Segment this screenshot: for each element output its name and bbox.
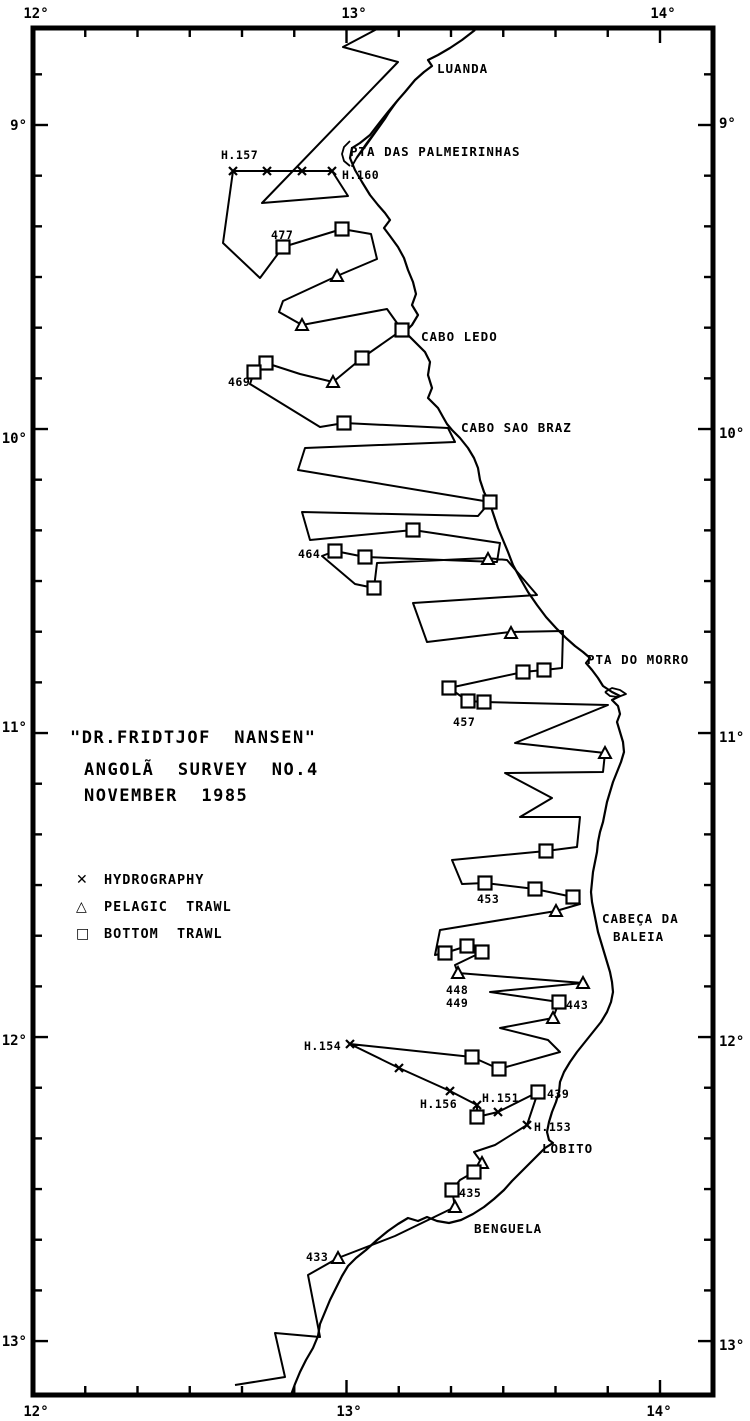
station-marker-hydrography <box>446 1087 454 1095</box>
axis-label-bottom: 14° <box>646 1404 672 1420</box>
station-marker-bottom-trawl <box>529 883 542 896</box>
station-marker-bottom-trawl <box>553 996 566 1009</box>
station-marker-bottom-trawl <box>462 695 475 708</box>
place-label: LOBITO <box>542 1141 594 1156</box>
place-label: CABEÇA DA <box>602 911 679 926</box>
map-title-block <box>70 728 319 806</box>
station-marker-bottom-trawl <box>478 696 491 709</box>
station-label: 457 <box>453 715 476 729</box>
station-marker-bottom-trawl <box>466 1051 479 1064</box>
station-label: 477 <box>271 228 294 242</box>
place-label: BENGUELA <box>474 1221 543 1236</box>
station-marker-bottom-trawl <box>338 417 351 430</box>
station-label: 449 <box>446 996 469 1010</box>
station-marker-bottom-trawl <box>532 1086 545 1099</box>
place-label: CABO LEDO <box>421 329 498 344</box>
station-label: H.157 <box>221 148 259 162</box>
station-marker-bottom-trawl <box>493 1063 506 1076</box>
place-label: PTA DO MORRO <box>587 652 690 667</box>
station-marker-bottom-trawl <box>461 940 474 953</box>
axis-label-left: 12° <box>1 1033 27 1049</box>
axis-label-top: 12° <box>23 6 49 22</box>
place-label: CABO SAO BRAZ <box>461 420 572 435</box>
station-label: H.156 <box>420 1097 458 1111</box>
station-marker-hydrography <box>395 1064 403 1072</box>
axis-label-left: 10° <box>1 431 27 447</box>
place-label: PTA DAS PALMEIRINHAS <box>350 144 521 159</box>
legend-item-pelagic-trawl <box>76 893 232 920</box>
station-label: 453 <box>477 892 500 906</box>
survey-name: ANGOLÃ SURVEY NO.4 <box>84 760 319 780</box>
station-marker-bottom-trawl <box>476 946 489 959</box>
vessel-name: "DR.FRIDTJOF NANSEN" <box>70 728 317 748</box>
station-marker-bottom-trawl <box>484 496 497 509</box>
station-marker-bottom-trawl <box>443 682 456 695</box>
station-marker-bottom-trawl <box>479 877 492 890</box>
station-label: 448 <box>446 983 469 997</box>
station-label: H.153 <box>534 1120 572 1134</box>
axis-label-right: 9° <box>719 116 736 132</box>
coastline-detail <box>605 688 626 697</box>
legend <box>76 866 232 947</box>
station-marker-bottom-trawl <box>407 524 420 537</box>
coastline-detail <box>342 141 350 166</box>
map-border <box>33 28 713 1395</box>
station-label: 439 <box>547 1087 570 1101</box>
station-marker-bottom-trawl <box>538 664 551 677</box>
survey-date: NOVEMBER 1985 <box>84 786 249 806</box>
station-label: 469 <box>228 375 251 389</box>
station-marker-bottom-trawl <box>471 1111 484 1124</box>
legend-label: BOTTOM TRAWL <box>104 925 223 942</box>
axis-label-right: 11° <box>719 730 745 746</box>
station-marker-bottom-trawl <box>356 352 369 365</box>
station-marker-bottom-trawl <box>277 241 290 254</box>
axis-label-right: 13° <box>719 1338 745 1354</box>
station-marker-bottom-trawl <box>359 551 372 564</box>
station-marker-bottom-trawl <box>446 1184 459 1197</box>
place-label: BALEIA <box>613 929 665 944</box>
axis-label-right: 10° <box>719 426 745 442</box>
legend-item-hydrography <box>76 866 232 893</box>
station-marker-pelagic-trawl <box>547 1012 559 1023</box>
station-marker-bottom-trawl <box>540 845 553 858</box>
station-marker-bottom-trawl <box>368 582 381 595</box>
station-label: H.160 <box>342 168 380 182</box>
station-marker-bottom-trawl <box>329 545 342 558</box>
place-label: LUANDA <box>437 61 489 76</box>
station-marker-bottom-trawl <box>336 223 349 236</box>
station-label: H.151 <box>482 1091 520 1105</box>
legend-item-bottom-trawl <box>76 920 232 947</box>
station-marker-pelagic-trawl <box>332 1252 344 1263</box>
station-label: 435 <box>459 1186 482 1200</box>
pelagic-trawl-triangle-icon: △ <box>76 898 87 915</box>
station-label: H.154 <box>304 1039 342 1053</box>
bottom-trawl-square-icon: □ <box>76 925 90 942</box>
hydrography-x-icon: ✕ <box>76 871 88 888</box>
station-marker-bottom-trawl <box>567 891 580 904</box>
station-marker-bottom-trawl <box>517 666 530 679</box>
axis-label-right: 12° <box>719 1034 745 1050</box>
axis-label-top: 13° <box>341 6 367 22</box>
station-label: 433 <box>306 1250 329 1264</box>
station-label: 443 <box>566 998 589 1012</box>
axis-label-left: 11° <box>1 720 27 736</box>
station-marker-bottom-trawl <box>439 947 452 960</box>
legend-label: HYDROGRAPHY <box>104 871 205 888</box>
axis-label-bottom: 12° <box>23 1404 49 1420</box>
axis-label-bottom: 13° <box>336 1404 362 1420</box>
station-marker-bottom-trawl <box>396 324 409 337</box>
axis-label-left: 9° <box>10 118 27 134</box>
axis-label-top: 14° <box>650 6 676 22</box>
station-marker-pelagic-trawl <box>331 270 343 281</box>
station-label: 464 <box>298 547 321 561</box>
axis-label-left: 13° <box>1 1334 27 1350</box>
station-marker-bottom-trawl <box>468 1166 481 1179</box>
station-marker-pelagic-trawl <box>449 1201 461 1212</box>
legend-label: PELAGIC TRAWL <box>104 898 232 915</box>
